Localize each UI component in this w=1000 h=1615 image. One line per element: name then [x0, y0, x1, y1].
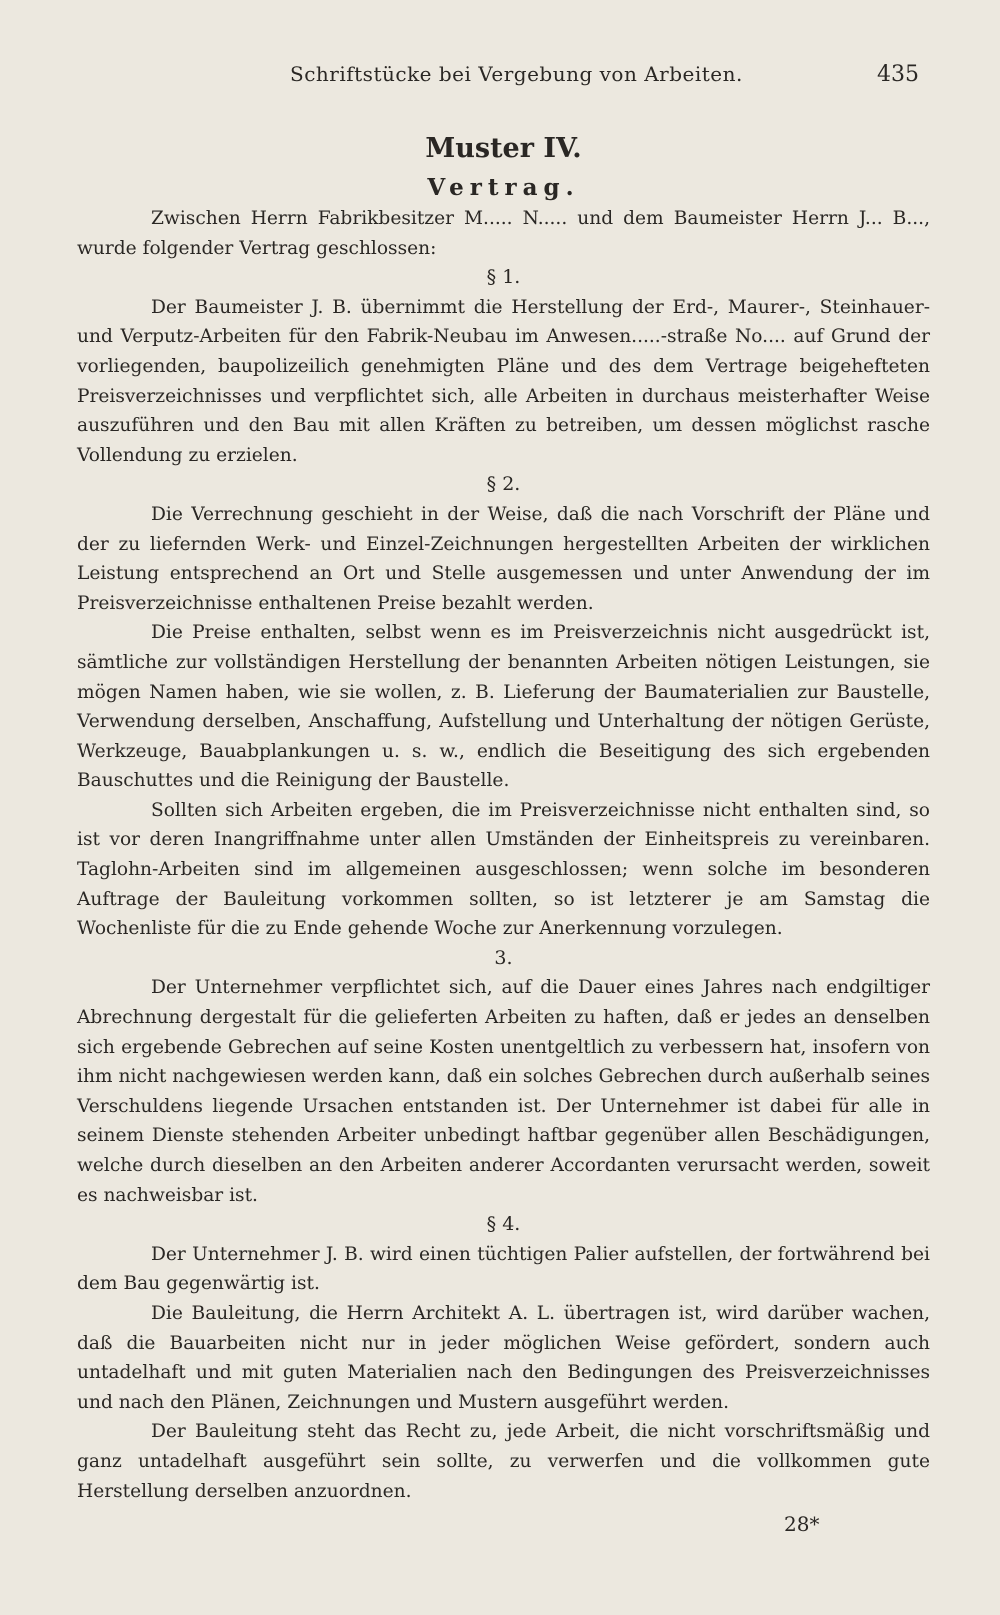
document-title: Muster IV.	[425, 133, 582, 164]
section-label: § 2.	[486, 473, 521, 496]
document-body	[77, 118, 930, 1506]
section-label: 3.	[494, 946, 513, 969]
running-head	[0, 62, 1000, 102]
signature-mark: 28*	[784, 1512, 820, 1536]
section-label: § 1.	[486, 266, 521, 289]
paragraph: Die Verrechnung geschieht in der Weise, daß die nach Vorschrift der Pläne und der zu liefernden Werk- und Einzel-Zeichnungen hergestellten Arbeiten der wirklichen Leistung entsprechend an Ort und Stelle ausgemessen und unter Anwendung der im Preisverzeichnisse enthaltenen Preise bezahlt werden.	[77, 503, 930, 614]
intro-paragraph: Zwischen Herrn Fabrikbesitzer M..... N..... und dem Baumeister Herrn J... B..., wurde folgender Vertrag geschlossen:	[77, 208, 930, 259]
paragraph: Der Bauleitung steht das Recht zu, jede Arbeit, die nicht vorschriftsmäßig und ganz untadelhaft ausgeführt sein sollte, zu verwerfen und die vollkommen gute Herstellung derselben anzuordnen.	[77, 1421, 930, 1502]
section-label: § 4.	[486, 1213, 521, 1236]
running-title: Schriftstücke bei Vergebung von Arbeiten.	[290, 62, 743, 86]
paragraph: Sollten sich Arbeiten ergeben, die im Preisverzeichnisse nicht enthalten sind, so ist vor deren Inangriffnahme unter allen Umständen der Einheitspreis zu vereinbaren. Taglohn-Arbeiten sind im allgemeinen ausgeschlossen; wenn solche im besonderen Auftrage der Bauleitung vorkommen sollten, so ist letzterer je am Samstag die Wochenliste für die zu Ende gehende Woche zur Anerkennung vorzulegen.	[77, 799, 930, 940]
page-number: 435	[877, 62, 919, 87]
document-subtitle: Vertrag.	[427, 174, 580, 201]
paragraph: Die Bauleitung, die Herrn Architekt A. L. übertragen ist, wird darüber wachen, daß die Bauarbeiten nicht nur in jeder möglichen Weise gefördert, sondern auch untadelhaft und mit guten Materialien nach den Bedingungen des Preisverzeichnisses und nach den Plänen, Zeichnungen und Mustern ausgeführt werden.	[77, 1302, 930, 1413]
paragraph: Der Baumeister J. B. übernimmt die Herstellung der Erd-, Maurer-, Steinhauer- und Verputz-Arbeiten für den Fabrik-Neubau im Anwesen.....-straße No.... auf Grund der vorliegenden, baupolizeilich genehmigten Pläne und des dem Vertrage beigehefteten Preisverzeichnisses und verpflichtet sich, alle Arbeiten in durchaus meisterhafter Weise auszuführen und den Bau mit allen Kräften zu betreiben, um dessen möglichst rasche Vollendung zu erzielen.	[77, 296, 930, 466]
paragraph: Der Unternehmer verpflichtet sich, auf die Dauer eines Jahres nach endgiltiger Abrechnung dergestalt für die gelieferten Arbeiten zu haften, daß er jedes an denselben sich ergebende Gebrechen auf seine Kosten unentgeltlich zu verbessern hat, insofern von ihm nicht nachgewiesen werden kann, daß ein solches Gebrechen durch außerhalb seines Verschuldens liegende Ursachen entstanden ist. Der Unternehmer ist dabei für alle in seinem Dienste stehenden Arbeiter unbedingt haftbar gegenüber allen Beschädigungen, welche durch dieselben an den Arbeiten anderer Accordanten verursacht werden, soweit es nachweisbar ist.	[77, 977, 930, 1206]
paragraph: Der Unternehmer J. B. wird einen tüchtigen Palier aufstellen, der fortwährend bei dem Bau gegenwärtig ist.	[77, 1243, 930, 1295]
paragraph: Die Preise enthalten, selbst wenn es im Preisverzeichnis nicht ausgedrückt ist, sämtliche zur vollständigen Herstellung der benannten Arbeiten nötigen Leistungen, sie mögen Namen haben, wie sie wollen, z. B. Lieferung der Baumaterialien zur Baustelle, Verwendung derselben, Anschaffung, Aufstellung und Unterhaltung der nötigen Gerüste, Werkzeuge, Bauabplankungen u. s. w., endlich die Beseitigung des sich ergebenden Bauschuttes und die Reinigung der Baustelle.	[77, 622, 930, 792]
